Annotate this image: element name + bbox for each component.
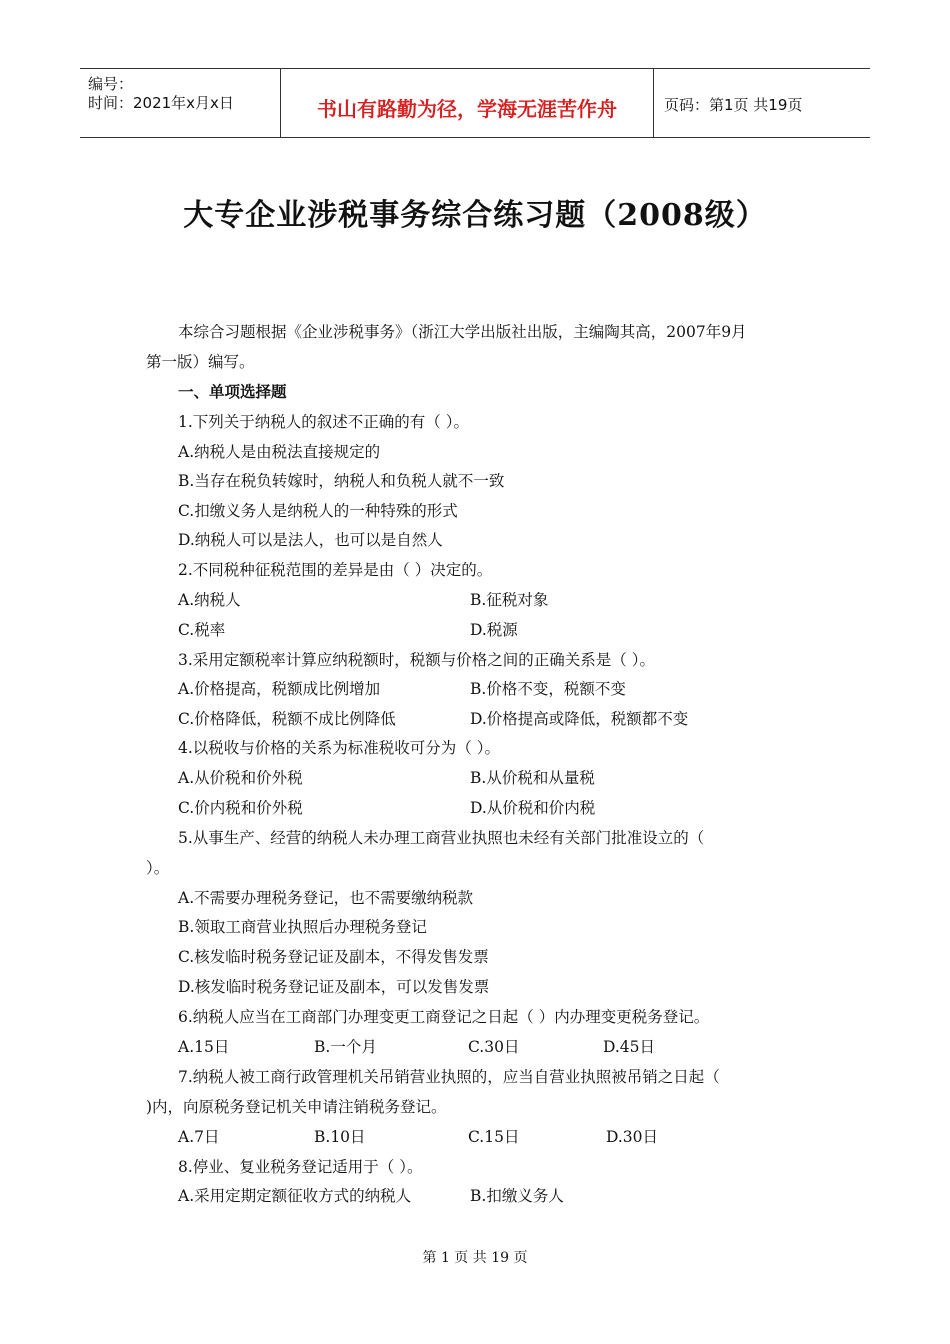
- question-2-option-c: C.税率: [178, 621, 226, 639]
- question-7-option-c: C.15日: [468, 1128, 520, 1146]
- question-1-option-c: C.扣缴义务人是纳税人的一种特殊的形式: [178, 502, 458, 520]
- question-4-option-d: D.从价税和价内税: [470, 799, 596, 817]
- doc-code-label: 编号：: [88, 75, 134, 93]
- question-2-option-a: A.纳税人: [178, 591, 241, 609]
- question-5-option-d: D.核发临时税务登记证及副本，可以发售发票: [178, 978, 490, 996]
- intro-line-2: 第一版）编写。: [146, 353, 255, 371]
- question-6-option-d: D.45日: [603, 1038, 656, 1056]
- question-7-stem-line-2: )内，向原税务登记机关申请注销税务登记。: [146, 1098, 447, 1116]
- question-5-stem-line-1: 5.从事生产、经营的纳税人未办理工商营业执照也未经有关部门批准设立的（: [178, 829, 705, 847]
- header-motto-cell: [281, 69, 654, 137]
- question-7-option-d: D.30日: [606, 1128, 659, 1146]
- question-8-stem: 8.停业、复业税务登记适用于（ ）。: [178, 1158, 423, 1176]
- question-3-option-d: D.价格提高或降低，税额都不变: [470, 710, 689, 728]
- header-page-code: 页码：第1页 共19页: [664, 96, 803, 114]
- question-4-option-c: C.价内税和价外税: [178, 799, 303, 817]
- question-5-option-b: B.领取工商营业执照后办理税务登记: [178, 918, 427, 936]
- page-title: 大专企业涉税事务综合练习题（2008级）: [183, 198, 767, 233]
- question-6-option-c: C.30日: [468, 1038, 520, 1056]
- question-2-option-b: B.征税对象: [470, 591, 549, 609]
- question-1-option-d: D.纳税人可以是法人，也可以是自然人: [178, 531, 443, 549]
- question-5-stem-line-2: ）。: [146, 859, 170, 877]
- doc-time: 时间：2021年x月x日: [88, 94, 234, 112]
- question-5-option-c: C.核发临时税务登记证及副本，不得发售发票: [178, 948, 489, 966]
- question-7-option-a: A.7日: [178, 1128, 220, 1146]
- question-2-stem: 2.不同税种征税范围的差异是由（ ）决定的。: [178, 561, 493, 579]
- question-2-option-d: D.税源: [470, 621, 518, 639]
- question-1-option-b: B.当存在税负转嫁时，纳税人和负税人就不一致: [178, 472, 505, 490]
- question-4-option-a: A.从价税和价外税: [178, 769, 303, 787]
- header-motto: 书山有路勤为径，学海无涯苦作舟: [317, 97, 617, 121]
- section-heading: 一、单项选择题: [178, 383, 287, 401]
- question-6-option-a: A.15日: [178, 1038, 230, 1056]
- question-4-option-b: B.从价税和从量税: [470, 769, 595, 787]
- document-header: [80, 68, 870, 138]
- header-meta-cell: [80, 69, 281, 137]
- intro-line-1: 本综合习题根据《企业涉税事务》（浙江大学出版社出版，主编陶其高，2007年9月: [178, 323, 747, 341]
- question-4-stem: 4.以税收与价格的关系为标准税收可分为（ ）。: [178, 739, 500, 757]
- page-footer: 第 1 页 共 19 页: [422, 1250, 528, 1266]
- question-1-option-a: A.纳税人是由税法直接规定的: [178, 443, 381, 461]
- question-3-option-b: B.价格不变，税额不变: [470, 680, 626, 698]
- question-3-option-a: A.价格提高，税额成比例增加: [178, 680, 381, 698]
- question-6-option-b: B.一个月: [314, 1038, 377, 1056]
- question-7-option-b: B.10日: [314, 1128, 366, 1146]
- question-8-option-b: B.扣缴义务人: [470, 1187, 564, 1205]
- question-6-stem: 6.纳税人应当在工商部门办理变更工商登记之日起（ ）内办理变更税务登记。: [178, 1008, 710, 1026]
- question-8-option-a: A.采用定期定额征收方式的纳税人: [178, 1187, 412, 1205]
- question-5-option-a: A.不需要办理税务登记，也不需要缴纳税款: [178, 889, 474, 907]
- question-3-option-c: C.价格降低，税额不成比例降低: [178, 710, 396, 728]
- question-7-stem-line-1: 7.纳税人被工商行政管理机关吊销营业执照的，应当自营业执照被吊销之日起（: [178, 1068, 720, 1086]
- question-1-stem: 1.下列关于纳税人的叙述不正确的有（ ）。: [178, 413, 469, 431]
- header-page-cell: [654, 69, 870, 137]
- question-3-stem: 3.采用定额税率计算应纳税额时，税额与价格之间的正确关系是（ ）。: [178, 651, 655, 669]
